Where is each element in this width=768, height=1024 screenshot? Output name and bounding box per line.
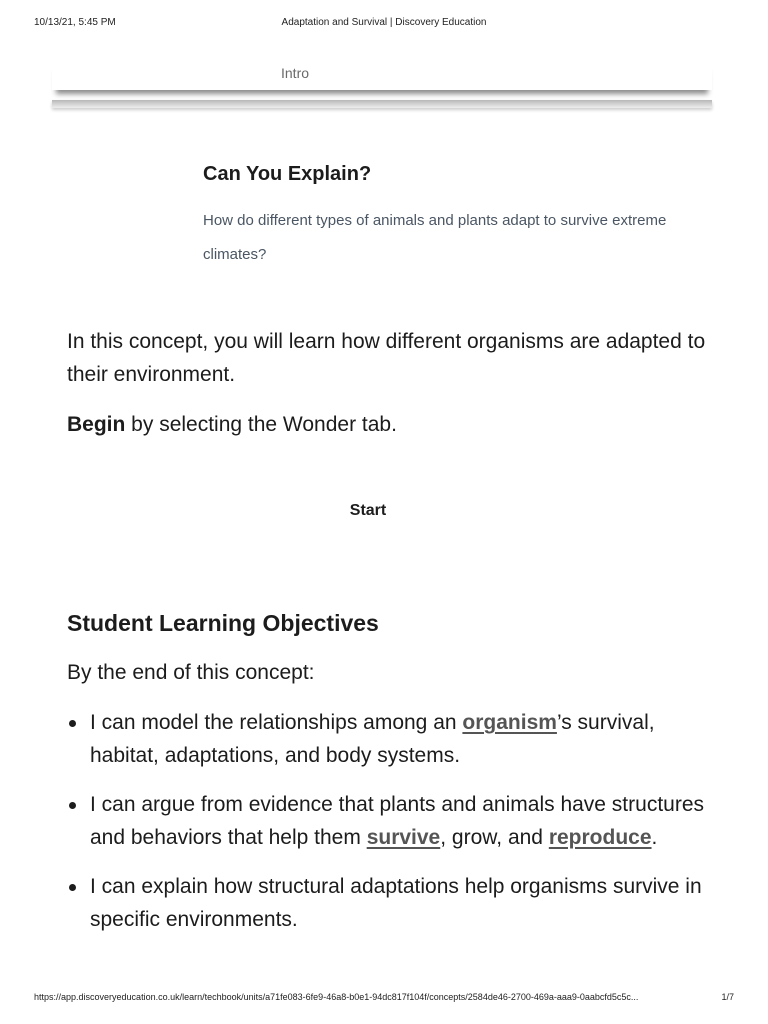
tab-bar (52, 60, 712, 90)
objective-item (67, 870, 707, 936)
vocab-link-organism[interactable]: organism (462, 711, 557, 734)
can-you-explain-question: How do different types of animals and plants adapt to survive extreme climates? (203, 212, 667, 263)
objective-item (67, 788, 707, 854)
print-header (0, 17, 768, 33)
objectives-heading: Student Learning Objectives (67, 610, 379, 636)
objective-text: I can model the relationships among an (90, 711, 463, 734)
start-button[interactable]: Start (318, 499, 418, 523)
begin-rest: by selecting the Wonder tab. (125, 413, 397, 436)
objective-item (67, 706, 707, 772)
objective-text: , grow, and (440, 826, 549, 849)
objective-text: I can explain how structural adaptations help organisms survive in specific environments. (90, 875, 702, 931)
concept-intro-text: In this concept, you will learn how different organisms are adapted to their environment. (67, 330, 706, 386)
objective-text: I can argue from evidence that plants and animals have structures and behaviors that help them (90, 793, 705, 849)
bullet-icon (69, 802, 76, 809)
bullet-icon (69, 720, 76, 727)
print-footer (0, 992, 768, 1006)
objective-text: . (651, 826, 658, 849)
print-page-number: 1/7 (721, 992, 734, 1002)
print-url: https://app.discoveryeducation.co.uk/learn/techbook/units/a71fe083-6fe9-46a8-b0e1-94dc817f104f/concepts/2584de46-2700-469a-aaa9-0aabcfd5c5c... (34, 992, 639, 1002)
print-page-title: Adaptation and Survival | Discovery Education (281, 17, 487, 28)
print-datetime: 10/13/21, 5:45 PM (34, 17, 116, 28)
bullet-icon (69, 884, 76, 891)
tab-divider (52, 100, 712, 108)
objectives-list (67, 706, 707, 936)
begin-bold: Begin (67, 413, 126, 436)
objective-text: ’s survival, habitat, adaptations, and body systems. (90, 711, 655, 767)
begin-instruction (67, 408, 707, 441)
objectives-intro: By the end of this concept: (67, 661, 315, 684)
vocab-link-reproduce[interactable]: reproduce (548, 826, 652, 849)
vocab-link-survive[interactable]: survive (366, 826, 441, 849)
tab-intro[interactable]: Intro (281, 65, 310, 81)
can-you-explain-heading: Can You Explain? (203, 163, 372, 185)
